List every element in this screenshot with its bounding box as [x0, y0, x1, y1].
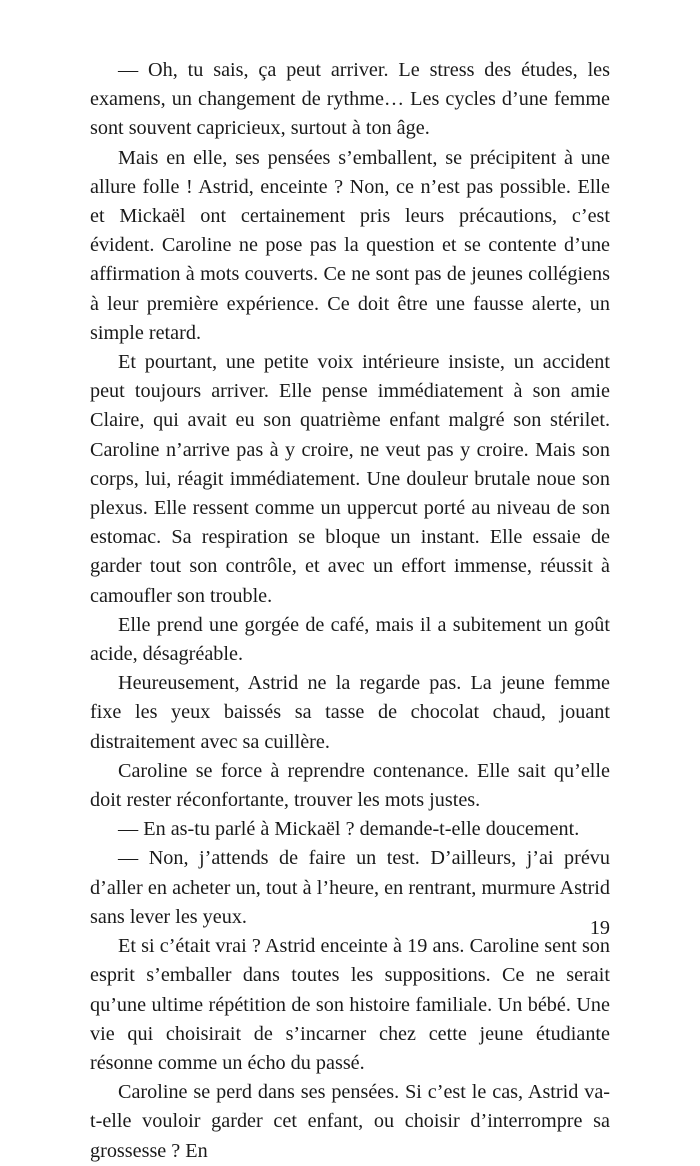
paragraph-5: Heureusement, Astrid ne la regarde pas. La jeune femme fixe les yeux baissés sa tasse de chocolat chaud, jouant distraitement avec sa cuillère.: [90, 672, 610, 753]
paragraph-2: Mais en elle, ses pensées s’emballent, se précipitent à une allure folle ! Astrid, enceinte ? Non, ce n’est pas possible. Elle et Mickaël ont certainement pris leurs précautions, c’est évident. Caroline ne pose pas la question et se contente d’une affirmation à mots couverts. Ce ne sont pas de jeunes collégiens à leur première expérience. Ce doit être une fausse alerte, un simple retard.: [90, 146, 610, 344]
page-number: 19: [589, 917, 610, 939]
paragraph-6: Caroline se force à reprendre contenance. Elle sait qu’elle doit rester réconfortante, trouver les mots justes.: [90, 759, 610, 812]
paragraph-3: Et pourtant, une petite voix intérieure insiste, un accident peut toujours arriver. Elle pense immédiatement à son amie Claire, qui avait eu son quatrième enfant malgré son stérilet. Caroline n’arrive pas à y croire, ne veut pas y croire. Mais son corps, lui, réagit immédiatement. Une douleur brutale noue son plexus. Elle ressent comme un uppercut porté au niveau de son estomac. Sa respiration se bloque un instant. Elle essaie de garder tout son contrôle, et avec un effort immense, réussit à camoufler son trouble.: [90, 351, 610, 607]
paragraph-4: Elle prend une gorgée de café, mais il a subitement un goût acide, désagréable.: [90, 613, 610, 666]
paragraph-8: — Non, j’attends de faire un test. D’ailleurs, j’ai prévu d’aller en acheter un, tout à l’heure, en rentrant, murmure Astrid sans lever les yeux.: [90, 847, 610, 928]
paragraph-7: — En as-tu parlé à Mickaël ? demande-t-elle doucement.: [118, 818, 580, 841]
paragraph-10: Caroline se perd dans ses pensées. Si c’est le cas, Astrid va-t-elle vouloir garder cet enfant, ou choisir d’interrompre sa grossesse ? En: [90, 1081, 610, 1162]
paragraph-9: Et si c’était vrai ? Astrid enceinte à 19 ans. Caroline sent son esprit s’emballer dans toutes les suppositions. Ce ne serait qu’une ultime répétition de son histoire familiale. Un bébé. Une vie qui choisirait de s’incarner chez cette jeune étudiante résonne comme un écho du passé.: [90, 935, 610, 1074]
page-body: [90, 56, 610, 1166]
paragraph-1: — Oh, tu sais, ça peut arriver. Le stress des études, les examens, un changement de rythme… Les cycles d’une femme sont souvent capricieux, surtout à ton âge.: [90, 59, 610, 140]
